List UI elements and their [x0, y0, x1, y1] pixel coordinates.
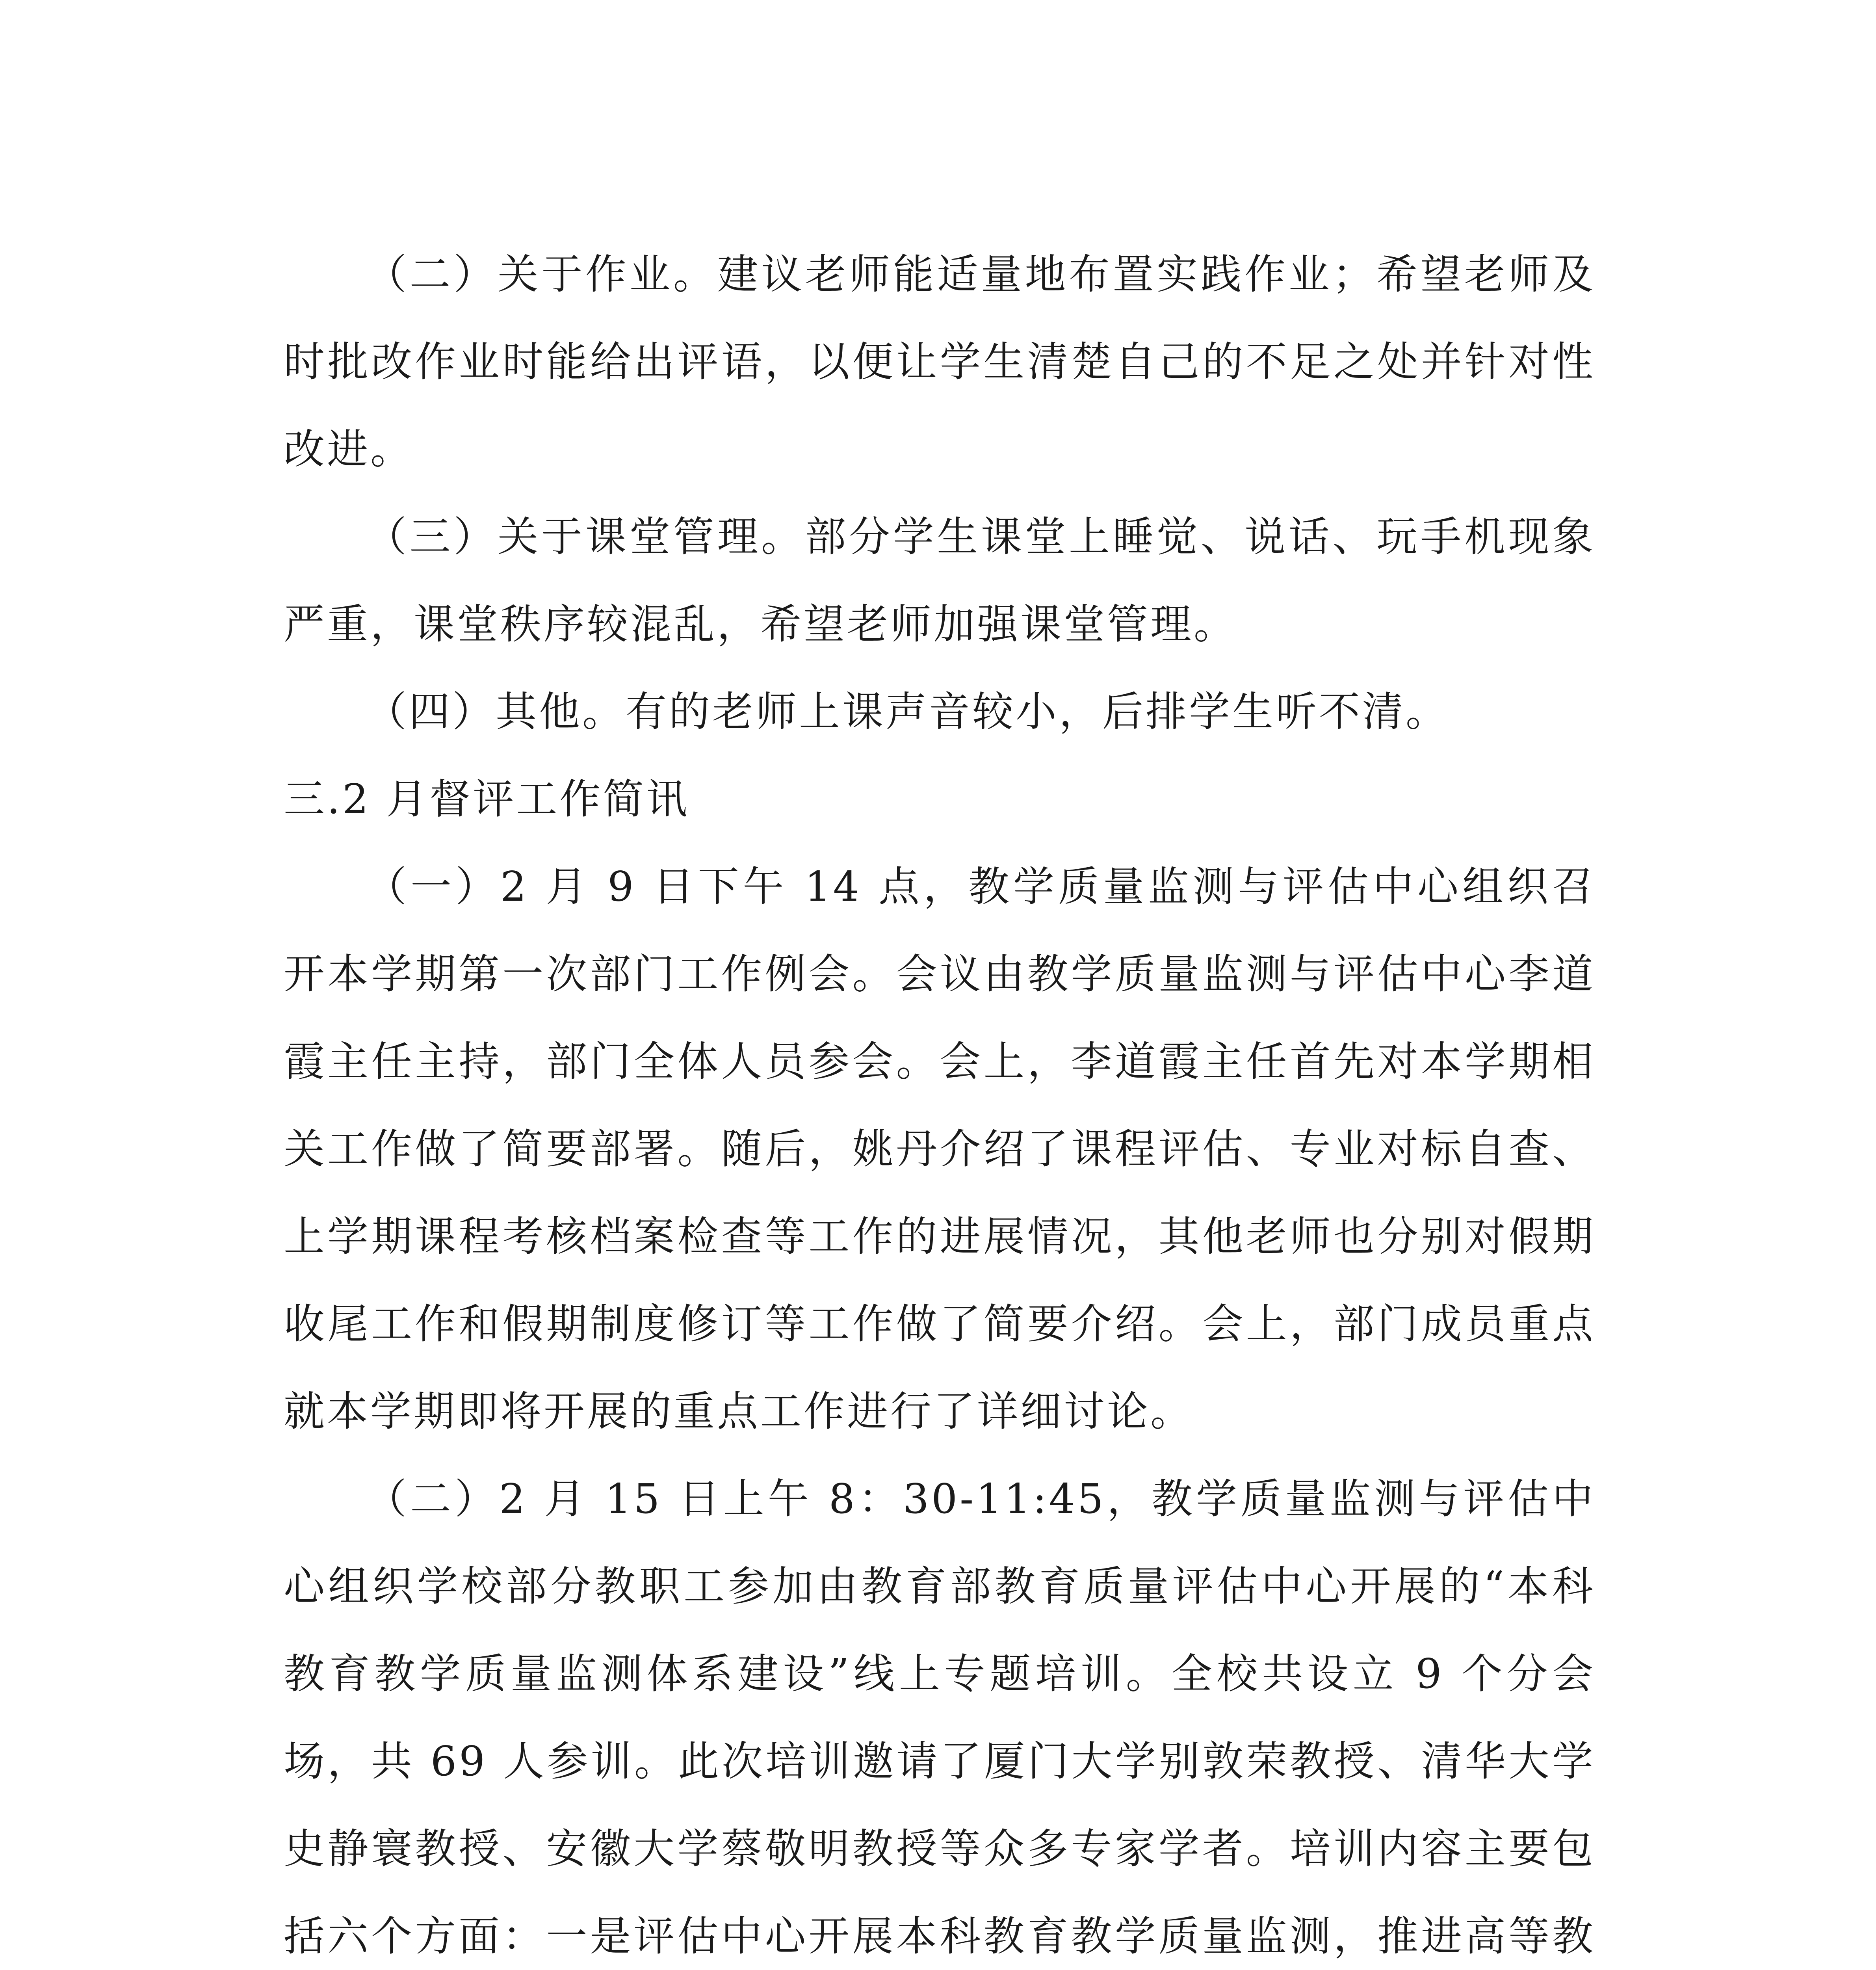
news-item-2: （二）2 月 15 日上午 8：30-11:45，教学质量监测与评估中心组织学校部分教职工参加由教育部教育质量评估中心开展的“本科教育教学质量监测体系建设”线上专题培训。全校共设立 9 个分会场，共 69 人参训。此次培训邀请了厦门大学别敦荣教授、清华大学史静寰教授、安徽大学蔡敬明教授等众多专家学者。培训内容主要包括六个方面：一是评估中心开展本科教育教学质量监测，推进高等教	[284, 1475, 1596, 1960]
news-item-1: （一）2 月 9 日下午 14 点，教学质量监测与评估中心组织召开本学期第一次部门工作例会。会议由教学质量监测与评估中心李道霞主任主持，部门全体人员参会。会上，李道霞主任首先对本学期相关工作做了简要部署。随后，姚丹介绍了课程评估、专业对标自查、上学期课程考核档案检查等工作的进展情况，其他老师也分别对假期收尾工作和假期制度修订等工作做了简要介绍。会上，部门成员重点就本学期即将开展的重点工作进行了详细讨论。	[284, 862, 1596, 1435]
paragraph-classroom-management: （三）关于课堂管理。部分学生课堂上睡觉、说话、玩手机现象严重，课堂秩序较混乱，希望老师加强课堂管理。	[284, 513, 1596, 648]
paragraph-homework: （二）关于作业。建议老师能适量地布置实践作业；希望老师及时批改作业时能给出评语，以便让学生清楚自己的不足之处并针对性改进。	[284, 250, 1596, 473]
document-body	[284, 230, 1596, 1970]
section-heading: 三.2 月督评工作简讯	[284, 775, 690, 823]
paragraph-other: （四）其他。有的老师上课声音较小，后排学生听不清。	[366, 688, 1449, 736]
